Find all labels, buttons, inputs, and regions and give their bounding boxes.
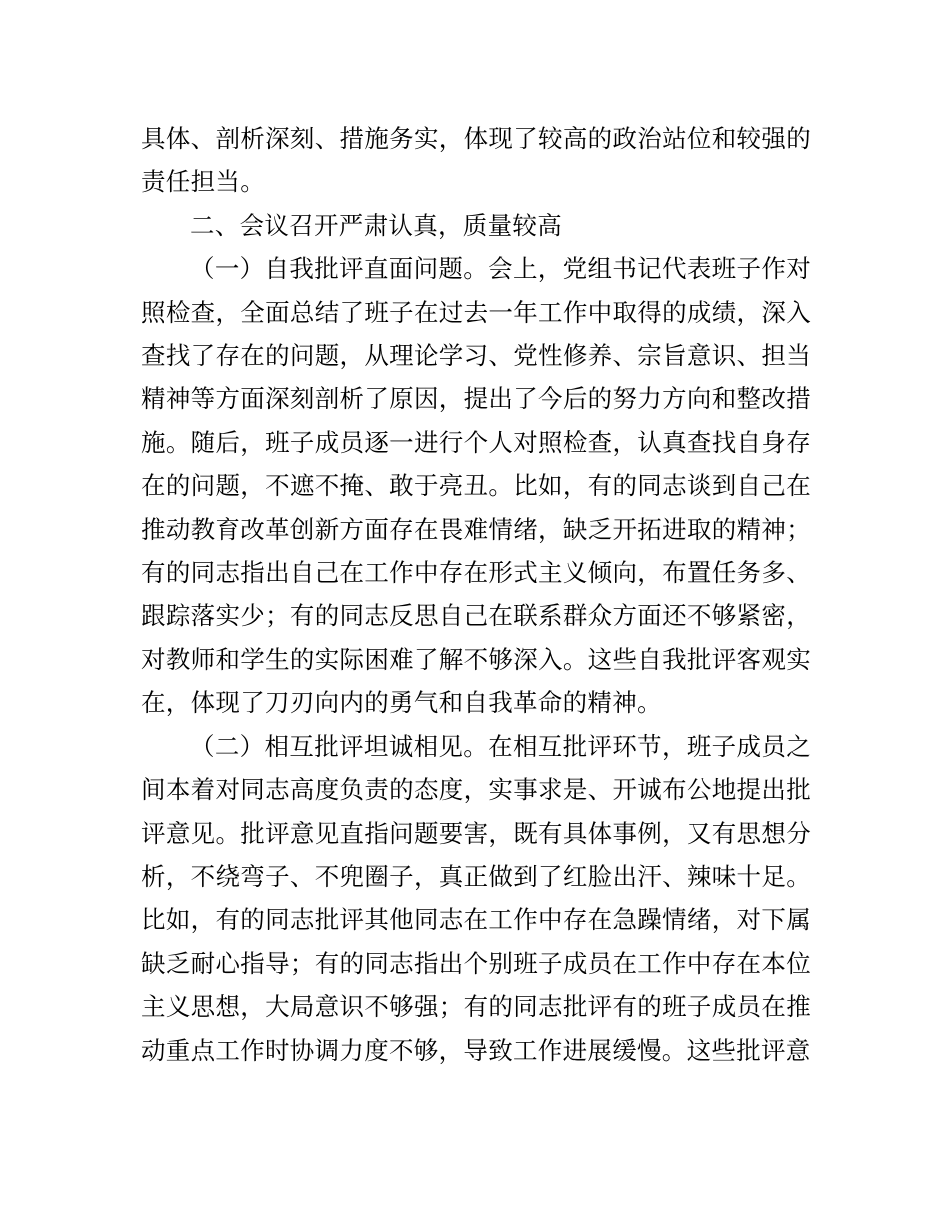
document-body [141,117,811,1072]
paragraph-self-criticism: （一）自我批评直面问题。会上，党组书记代表班子作对照检查，全面总结了班子在过去一年工作中取得的成绩，深入查找了存在的问题，从理论学习、党性修养、宗旨意识、担当精神等方面深刻剖析了原因，提出了今后的努力方向和整改措施。随后，班子成员逐一进行个人对照检查，认真查找自身存在的问题，不遮不掩、敢于亮丑。比如，有的同志谈到自己在推动教育改革创新方面存在畏难情绪，缺乏开拓进取的精神；有的同志指出自己在工作中存在形式主义倾向，布置任务多、跟踪落实少；有的同志反思自己在联系群众方面还不够紧密，对教师和学生的实际困难了解不够深入。这些自我批评客观实在，体现了刀刃向内的勇气和自我革命的精神。 [141,254,811,718]
paragraph-continued: 具体、剖析深刻、措施务实，体现了较高的政治站位和较强的责任担当。 [141,124,811,197]
paragraph-mutual-criticism: （二）相互批评坦诚相见。在相互批评环节，班子成员之间本着对同志高度负责的态度，实事求是、开诚布公地提出批评意见。批评意见直指问题要害，既有具体事例，又有思想分析，不绕弯子、不兜圈子，真正做到了红脸出汗、辣味十足。比如，有的同志批评其他同志在工作中存在急躁情绪，对下属缺乏耐心指导；有的同志指出个别班子成员在工作中存在本位主义思想，大局意识不够强；有的同志批评有的班子成员在推动重点工作时协调力度不够，导致工作进展缓慢。这些批评意 [141,731,811,1065]
section-heading: 二、会议召开严肃认真，质量较高 [190,210,562,240]
